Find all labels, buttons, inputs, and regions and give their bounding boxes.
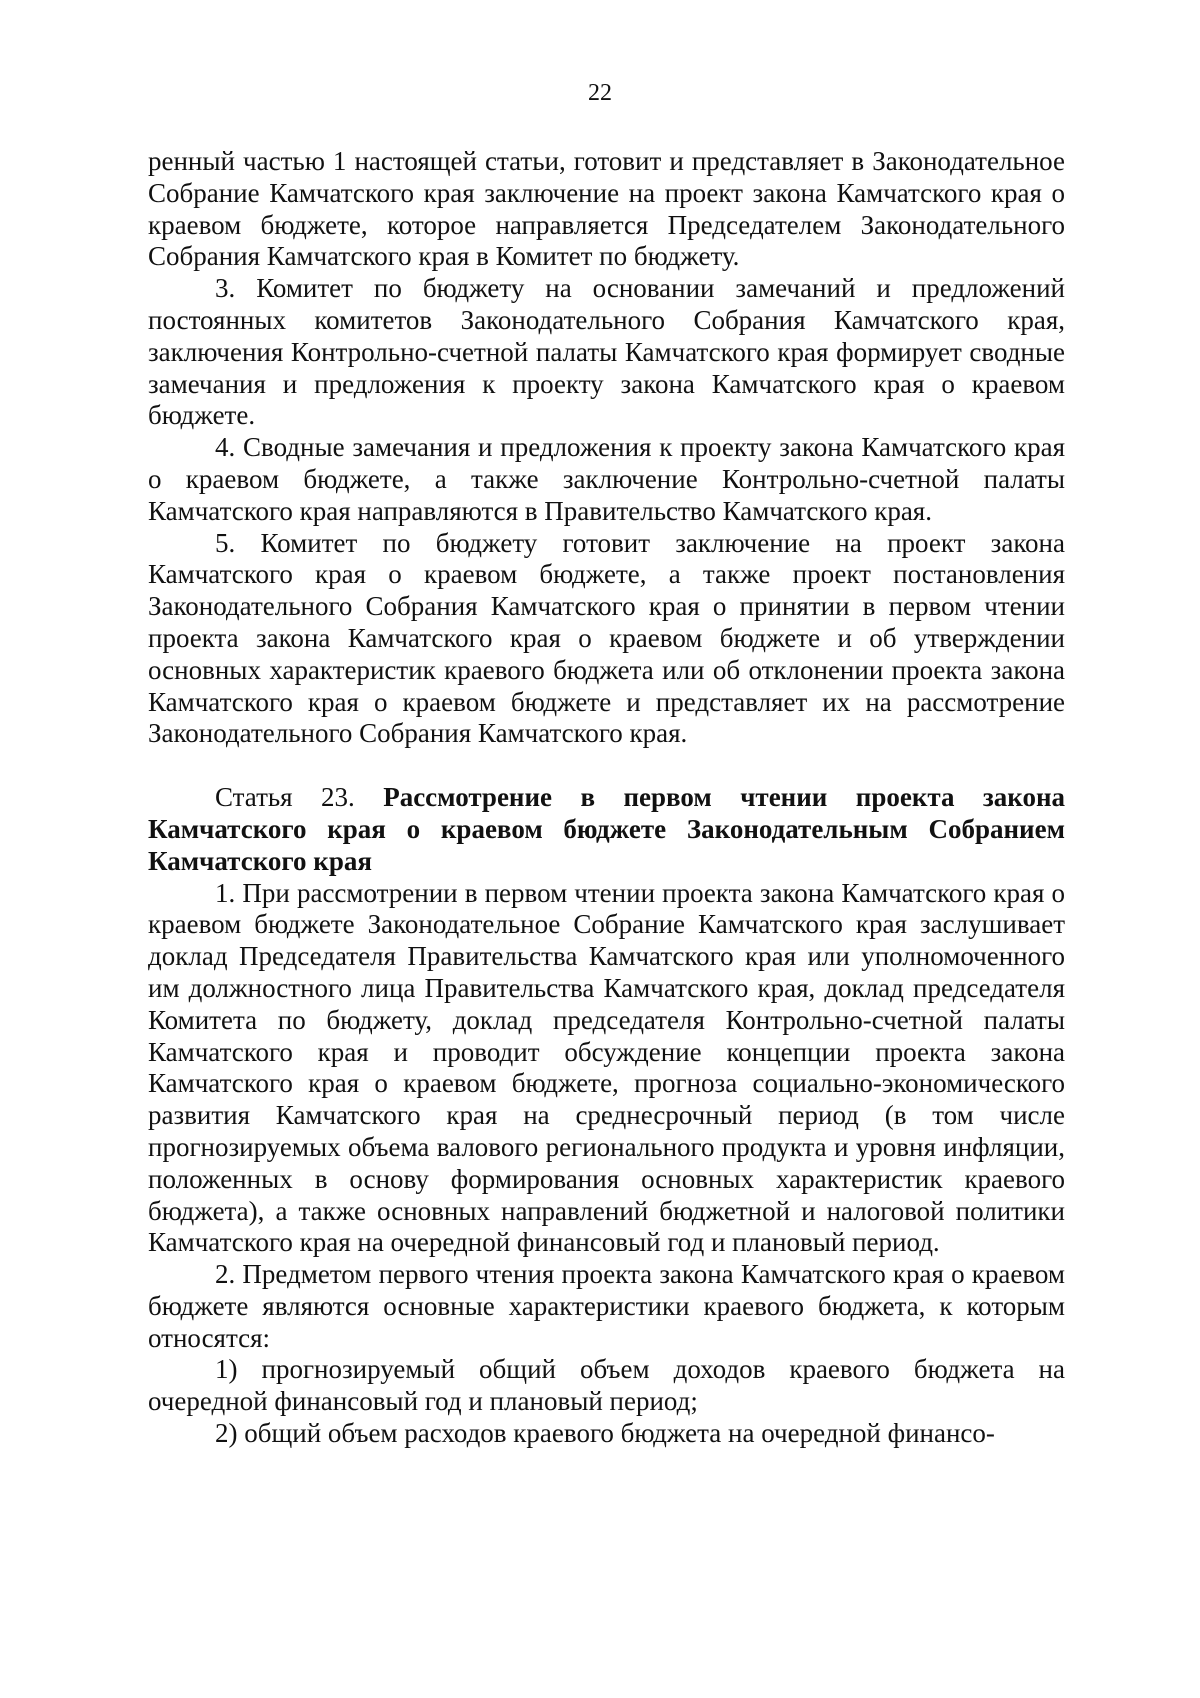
list-item-1: 1) прогнозируемый общий объем доходов краевого бюджета на очередной финансовый год и плановый период; [148, 1354, 1065, 1417]
paragraph-4: 4. Сводные замечания и предложения к проекту закона Камчатского края о краевом бюджете, а также заключение Контрольно-счетной палаты Камчатского края направляются в Правительство Камчатского края. [148, 432, 1065, 526]
article-number: Статья 23. [215, 782, 384, 813]
article-paragraph-2: 2. Предметом первого чтения проекта закона Камчатского края о краевом бюджете являются основные характеристики краевого бюджета, к которым относятся: [148, 1259, 1065, 1353]
article-title: Рассмотрение в первом чтении проекта закона Камчатского края о краевом бюджете Законодательным Собранием Камчатского края [148, 782, 1065, 876]
paragraph-3: 3. Комитет по бюджету на основании замечаний и предложений постоянных комитетов Законодательного Собрания Камчатского края, заключения Контрольно-счетной палаты Камчатского края формирует сводные замечания и предложения к проекту закона Камчатского края о краевом бюджете. [148, 273, 1065, 431]
article-heading [148, 782, 1065, 877]
article-paragraph-1: 1. При рассмотрении в первом чтении проекта закона Камчатского края о краевом бюджете Законодательное Собрание Камчатского края заслушивает доклад Председателя Правительства Камчатского края или уполномоченного им должностного лица Правительства Камчатского края, доклад председателя Комитета по бюджету, доклад председателя Контрольно-счетной палаты Камчатского края и проводит обсуждение концепции проекта закона Камчатского края о краевом бюджете, прогноза социально-экономического развития Камчатского края на среднесрочный период (в том числе прогнозируемых объема валового регионального продукта и уровня инфляции, положенных в основу формирования основных характеристик краевого бюджета), а также основных направлений бюджетной и налоговой политики Камчатского края на очередной финансовый год и плановый период. [148, 877, 1065, 1258]
list-item-2: 2) общий объем расходов краевого бюджета на очередной финансо- [215, 1418, 995, 1449]
document-body [148, 146, 1065, 1450]
page-number: 22 [588, 80, 612, 106]
paragraph-continuation: ренный частью 1 настоящей статьи, готовит и представляет в Законодательное Собрание Камчатского края заключение на проект закона Камчатского края о краевом бюджете, которое направляется Председателем Законодательного Собрания Камчатского края в Комитет по бюджету. [148, 146, 1065, 272]
paragraph-5: 5. Комитет по бюджету готовит заключение на проект закона Камчатского края о краевом бюджете, а также проект постановления Законодательного Собрания Камчатского края о принятии в первом чтении проекта закона Камчатского края о краевом бюджете и об утверждении основных характеристик краевого бюджета или об отклонении проекта закона Камчатского края о краевом бюджете и представляет их на рассмотрение Законодательного Собрания Камчатского края. [148, 527, 1065, 749]
